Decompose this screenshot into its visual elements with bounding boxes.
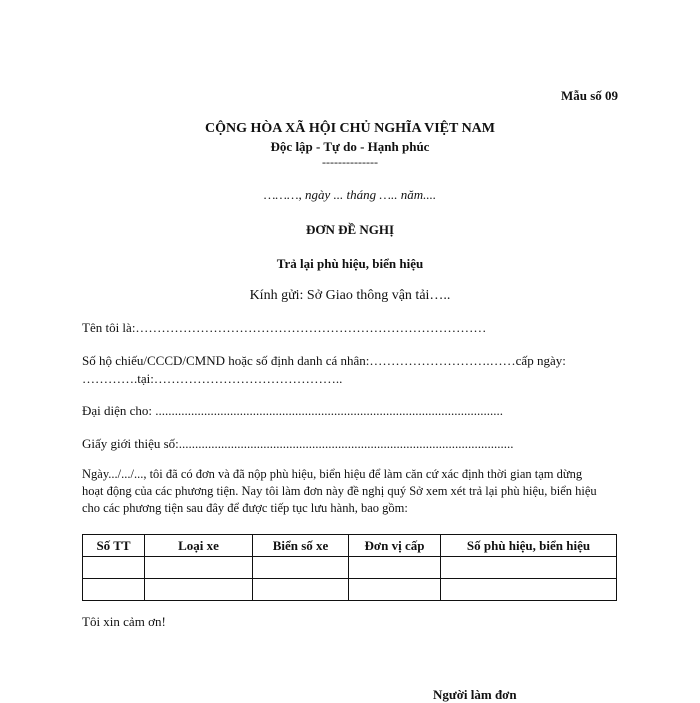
table-cell: [441, 579, 617, 601]
vehicle-table: [82, 534, 617, 601]
request-paragraph: Ngày.../.../..., tôi đã có đơn và đã nộp phù hiệu, biển hiệu để làm căn cứ xác định thời gian tạm dừng hoạt động của các phương tiện. Nay tôi làm đơn này đề nghị quý Sở xem xét trả lại phù hiệu, biển hiệu cho các phương tiện sau đây để được tiếp tục lưu hành, bao gồm:: [82, 467, 597, 515]
national-motto: Độc lập - Tự do - Hạnh phúc: [270, 139, 430, 154]
table-row: [83, 557, 617, 579]
table-cell: [83, 557, 145, 579]
table-row: [83, 579, 617, 601]
column-header: Đơn vị cấp: [349, 535, 441, 557]
form-number: Mẫu số 09: [560, 88, 618, 103]
table-cell: [253, 579, 349, 601]
introduction-letter-field: Giấy giới thiệu số:.......................................................................................................: [82, 436, 514, 451]
id-issue-place-field: ………….tại:……………………………………..: [82, 371, 343, 386]
signer-label: Người làm đơn: [433, 687, 517, 702]
country-heading: CỘNG HÒA XÃ HỘI CHỦ NGHĨA VIỆT NAM: [204, 121, 495, 136]
representative-field: Đại diện cho: ...........................................................................................................: [82, 403, 504, 418]
addressee-line: Kính gửi: Sở Giao thông vận tải…..: [249, 288, 451, 303]
table-cell: [253, 557, 349, 579]
table-cell: [349, 557, 441, 579]
table-header-row: [83, 535, 617, 557]
column-header: Số TT: [83, 535, 145, 557]
table-cell: [145, 579, 253, 601]
column-header: Biển số xe: [253, 535, 349, 557]
column-header: Loại xe: [145, 535, 253, 557]
closing-thanks: Tôi xin cảm ơn!: [82, 614, 166, 629]
document-title: ĐƠN ĐỀ NGHỊ: [305, 222, 395, 237]
table-cell: [145, 557, 253, 579]
table-cell: [349, 579, 441, 601]
document-subtitle: Trả lại phù hiệu, biển hiệu: [276, 256, 424, 271]
table-cell: [441, 557, 617, 579]
column-header: Số phù hiệu, biển hiệu: [441, 535, 617, 557]
motto-divider: --------------: [322, 155, 378, 169]
applicant-name-field: Tên tôi là:………………………………………………………………………: [82, 320, 487, 335]
place-date-line: ………, ngày ... tháng ….. năm....: [263, 187, 437, 202]
id-number-field: Số hộ chiếu/CCCD/CMND hoặc số định danh cá nhân:……………………….……cấp ngày:: [82, 353, 566, 368]
table-cell: [83, 579, 145, 601]
